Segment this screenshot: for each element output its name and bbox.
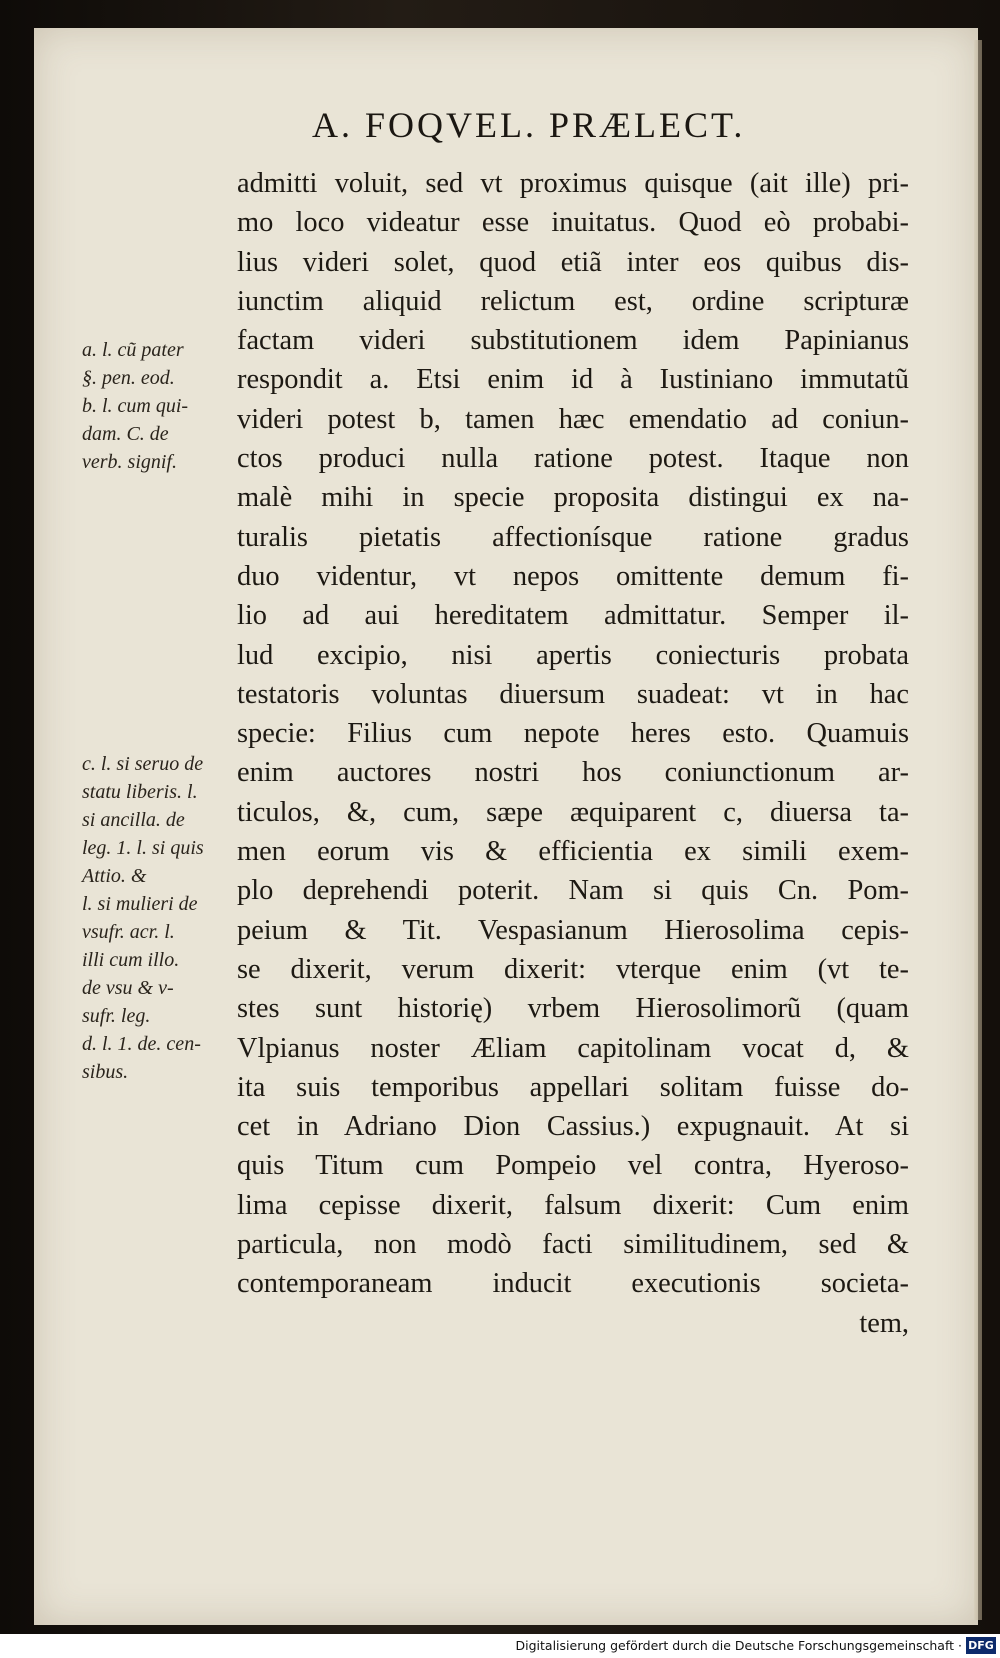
marginal-note-line: vsufr. acr. l. <box>82 921 175 943</box>
text-line: ctos produci nulla ratione potest. Itaque non <box>237 443 909 475</box>
marginal-note-line: d. l. 1. de. cen- <box>82 1033 201 1055</box>
marginal-note-line: illi cum illo. <box>82 949 180 971</box>
text-line: plo deprehendi poterit. Nam si quis Cn. Pom- <box>237 875 909 907</box>
marginal-note-line: Attio. & <box>82 865 147 887</box>
text-line: se dixerit, verum dixerit: vterque enim (vt te- <box>237 953 909 985</box>
marginal-note-line: statu liberis. l. <box>82 781 198 803</box>
text-line: malè mihi in specie proposita distingui ex na- <box>237 482 909 514</box>
marginal-note-line: de vsu & v- <box>82 977 174 999</box>
text-line: cet in Adriano Dion Cassius.) expugnauit. At si <box>237 1111 909 1143</box>
page-edge <box>974 40 982 1620</box>
footer-bar <box>0 1634 1000 1658</box>
marginal-note-line: verb. signif. <box>82 451 177 473</box>
marginal-note-line: dam. C. de <box>82 423 169 445</box>
text-line: lima cepisse dixerit, falsum dixerit: Cum enim <box>237 1189 909 1221</box>
text-line: lud excipio, nisi apertis coniecturis probata <box>237 639 909 671</box>
text-line: men eorum vis & efficientia ex simili exem- <box>237 836 909 868</box>
text-line: duo videntur, vt nepos omittente demum fi- <box>237 560 909 592</box>
text-line: contemporaneam inducit executionis societa- <box>237 1268 909 1300</box>
text-line: admitti voluit, sed vt proximus quisque (ait ille) pri- <box>237 168 909 199</box>
body-text <box>237 164 909 1343</box>
text-line: testatoris voluntas diuersum suadeat: vt in hac <box>237 678 909 710</box>
text-line: quis Titum cum Pompeio vel contra, Hyeroso- <box>237 1150 909 1182</box>
marginal-note-line: b. l. cum qui- <box>82 395 189 417</box>
marginal-note-line: l. si mulieri de <box>82 893 198 915</box>
marginal-note-line: leg. 1. l. si quis <box>82 837 204 859</box>
marginal-note-line: §. pen. eod. <box>82 367 175 389</box>
text-line: lio ad aui hereditatem admittatur. Semper il- <box>237 600 909 632</box>
text-line: mo loco videatur esse inuitatus. Quod eò probabi- <box>237 207 909 239</box>
text-line: particula, non modò facti similitudinem, sed & <box>237 1229 909 1261</box>
catchword: tem, <box>859 1307 909 1339</box>
marginal-note-line: sufr. leg. <box>82 1005 151 1027</box>
marginal-note-line: a. l. cũ pater <box>82 339 184 361</box>
footer-credit: Digitalisierung gefördert durch die Deutsche Forschungsgemeinschaft · <box>515 1638 962 1653</box>
text-line: Vlpianus noster Æliam capitolinam vocat d, & <box>237 1032 909 1064</box>
text-line: lius videri solet, quod etiã inter eos quibus dis- <box>237 246 909 278</box>
text-line: iunctim aliquid relictum est, ordine scripturæ <box>237 285 909 317</box>
dfg-logo: DFG <box>966 1637 996 1654</box>
text-line: peium & Tit. Vespasianum Hierosolima cepis- <box>237 914 909 946</box>
text-line: turalis pietatis affectionísque ratione gradus <box>237 521 909 553</box>
text-line: stes sunt historię) vrbem Hierosolimorũ (quam <box>237 993 909 1025</box>
marginal-note-line: sibus. <box>82 1061 129 1083</box>
marginal-note-line: c. l. si seruo de <box>82 753 204 775</box>
text-line: ita suis temporibus appellari solitam fuisse do- <box>237 1071 909 1103</box>
text-line: specie: Filius cum nepote heres esto. Quamuis <box>237 718 909 750</box>
marginal-note-line: si ancilla. de <box>82 809 185 831</box>
marginal-notes-lower <box>82 750 232 1086</box>
text-line: respondit a. Etsi enim id à Iustiniano immutatũ <box>237 364 909 396</box>
text-line: videri potest b, tamen hæc emendatio ad coniun- <box>237 403 909 435</box>
marginal-notes-upper <box>82 336 232 476</box>
text-line: enim auctores nostri hos coniunctionum ar- <box>237 757 909 789</box>
text-line: factam videri substitutionem idem Papinianus <box>237 325 909 357</box>
running-head: A. FOQVEL. PRÆLECT. <box>312 105 746 145</box>
text-line: ticulos, &, cum, sæpe æquiparent c, diuersa ta- <box>237 796 909 828</box>
